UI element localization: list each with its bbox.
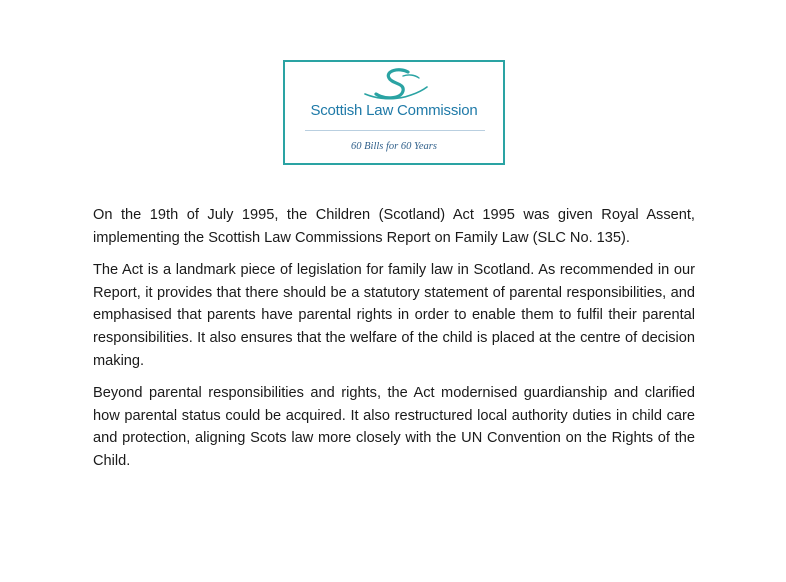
commission-logo (283, 60, 505, 165)
paragraph-royal-assent: On the 19th of July 1995, the Children (Scotland) Act 1995 was given Royal Assent, implementing the Scottish Law Commissions Report on Family Law (SLC No. 135). (93, 207, 695, 246)
article-body (93, 204, 695, 483)
commission-name: Scottish Law Commission (310, 102, 478, 119)
logo-divider (305, 130, 485, 131)
logo-tagline: 60 Bills for 60 Years (351, 141, 437, 152)
scottish-law-commission-s-mark-icon (359, 68, 433, 102)
paragraph-landmark-legislation: The Act is a landmark piece of legislation for family law in Scotland. As recommended in our Report, it provides that there should be a statutory statement of parental responsibilities, and emphasised that parents have parental rights in order to enable them to fulfil their parental responsibilities. It also ensures that the welfare of the child is placed at the centre of decision making. (93, 262, 695, 369)
paragraph-beyond-responsibilities: Beyond parental responsibilities and rights, the Act modernised guardianship and clarified how parental status could be acquired. It also restructured local authority duties in child care and protection, aligning Scots law more closely with the UN Convention on the Rights of the Child. (93, 385, 695, 469)
